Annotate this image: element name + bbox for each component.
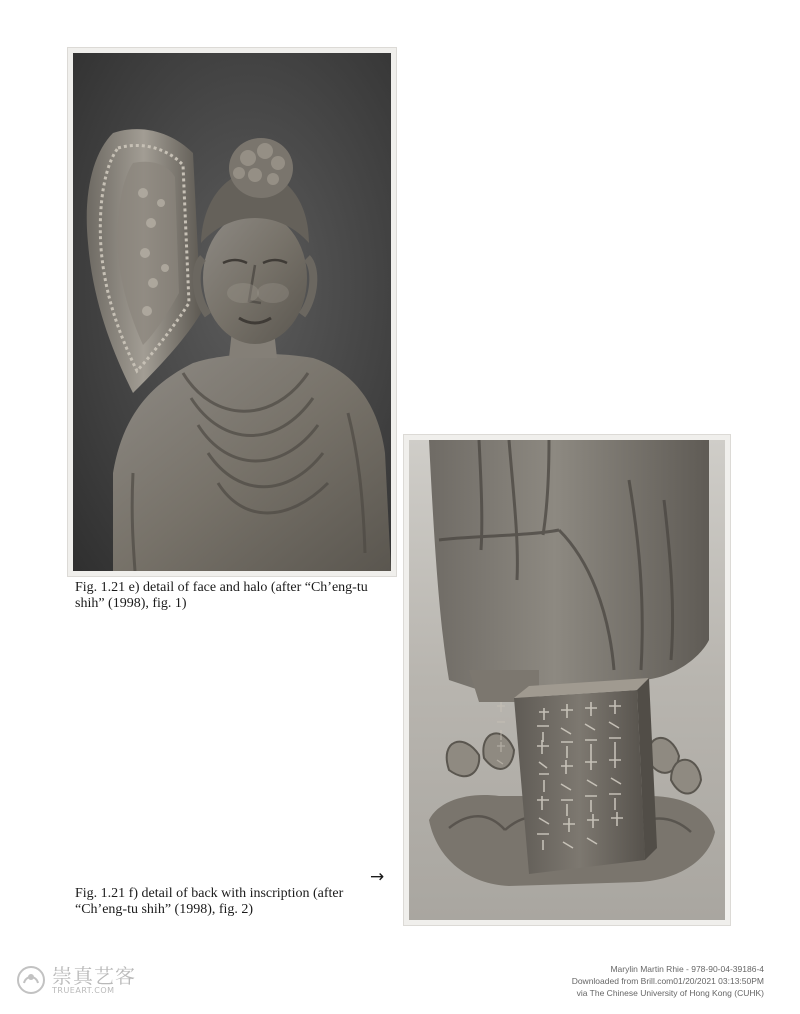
footer-download-line: Downloaded from Brill.com01/20/2021 03:13:50PM — [571, 976, 764, 986]
figure-caption-f: Fig. 1.21 f) detail of back with inscription (after “Ch’eng-tu shih” (1998), fig. 2) — [75, 886, 344, 917]
watermark-english: TRUEART.COM — [52, 985, 115, 995]
watermark — [16, 965, 136, 995]
figure-photo-face-halo — [68, 48, 396, 576]
footer-institution-line: via The Chinese University of Hong Kong (CUHK) — [576, 988, 764, 998]
statue-back-inscription-image — [409, 440, 725, 920]
footer-author-line: Marylin Martin Rhie - 978-90-04-39186-4 — [610, 964, 764, 974]
buddha-face-halo-image — [73, 53, 391, 571]
watermark-chinese: 崇真艺客 — [52, 963, 136, 988]
figure-photo-back-inscription — [404, 435, 730, 925]
watermark-text — [52, 963, 136, 995]
figure-caption-e: Fig. 1.21 e) detail of face and halo (after “Ch’eng-tu shih” (1998), fig. 1) — [75, 580, 368, 611]
watermark-logo-icon — [16, 965, 46, 995]
download-footer — [572, 963, 764, 999]
arrow-right-icon: → — [370, 867, 385, 887]
